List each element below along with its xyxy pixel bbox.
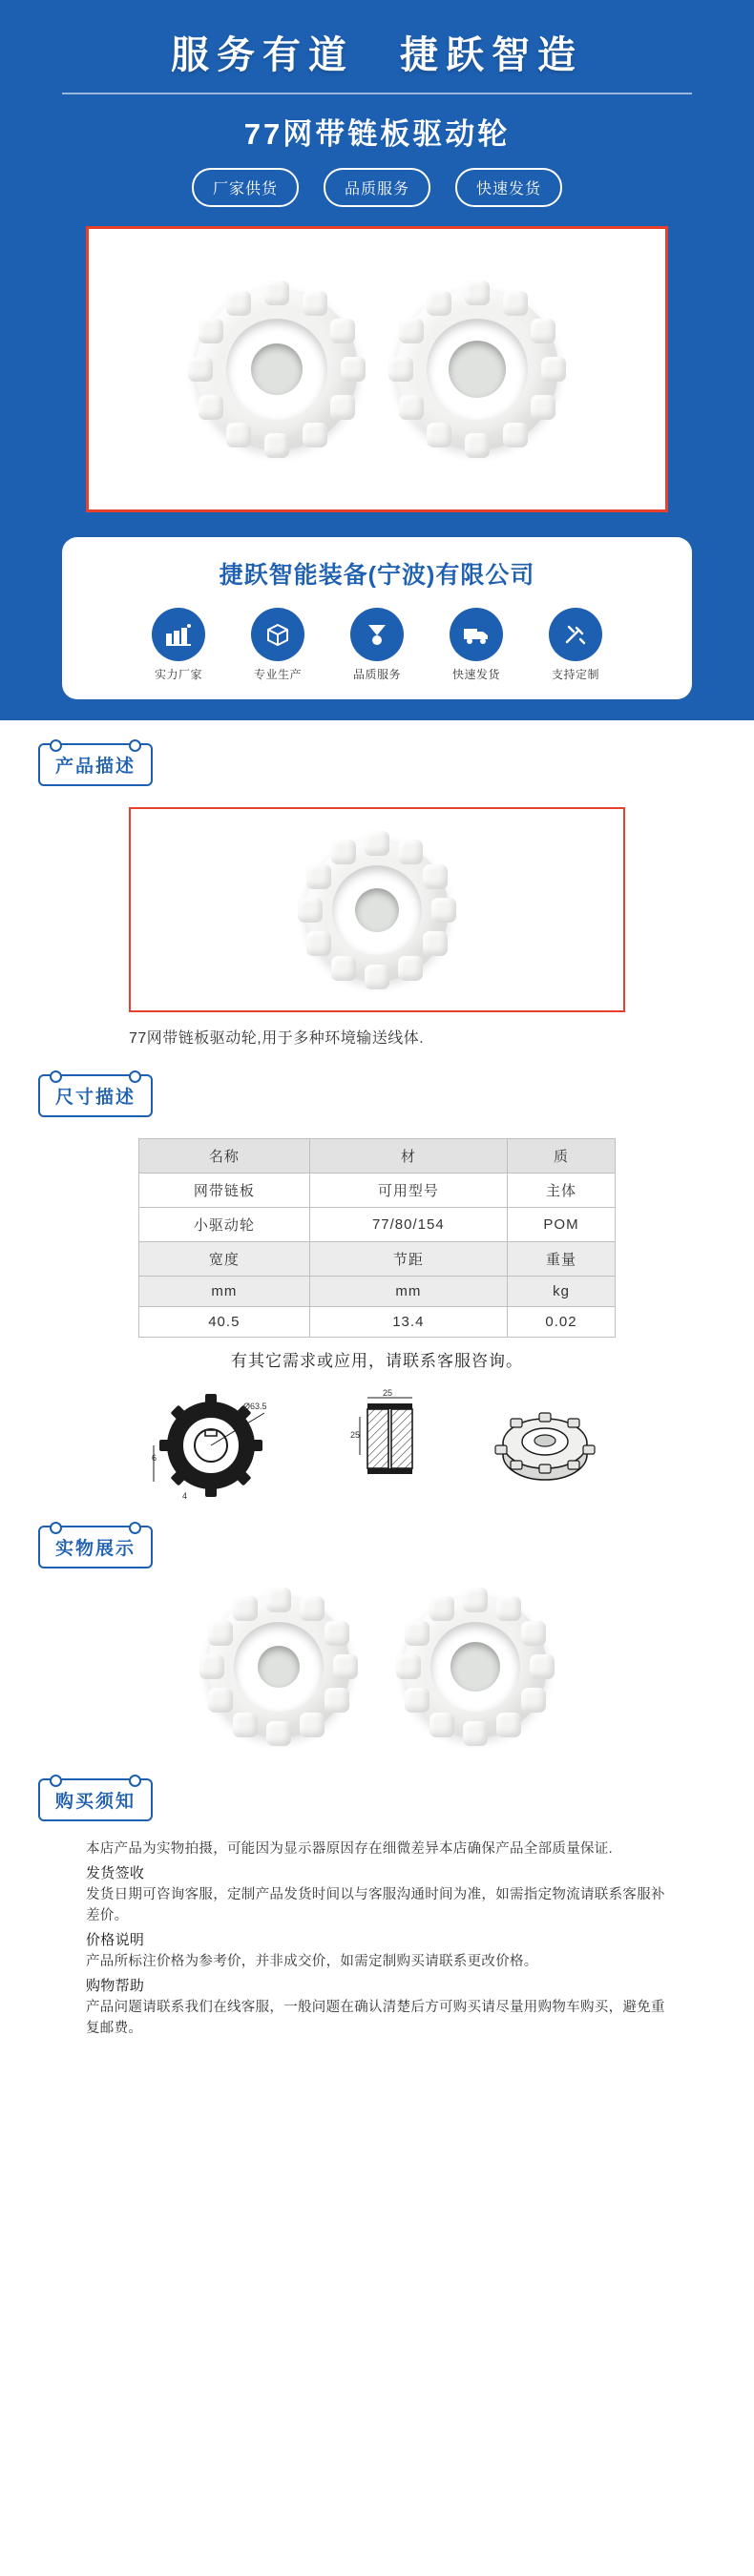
showcase-photo-row [38, 1595, 716, 1755]
truck-icon [450, 608, 503, 661]
table-row [139, 1139, 616, 1174]
company-badge-production [237, 608, 319, 682]
medal-icon [350, 608, 404, 661]
table-cell: POM [508, 1208, 616, 1242]
showcase-section [0, 1503, 754, 1755]
company-section [0, 537, 754, 720]
purchase-block-title: 发货签收 [86, 1864, 145, 1881]
table-cell: 质 [508, 1139, 616, 1174]
table-cell: 0.02 [508, 1307, 616, 1338]
table-cell: 宽度 [139, 1242, 310, 1277]
hero-sprocket-right [396, 288, 558, 450]
drawing-height-label: 25 [350, 1430, 361, 1441]
table-row [139, 1307, 616, 1338]
drawing-width-label: 25 [383, 1388, 393, 1399]
drawing-front-view [152, 1388, 295, 1503]
table-cell: 13.4 [309, 1307, 507, 1338]
company-badge-factory [137, 608, 220, 682]
company-badge-label: 专业生产 [253, 668, 302, 681]
drawing-dim-b: 4 [182, 1491, 188, 1502]
slogan-divider [62, 93, 692, 94]
table-cell: mm [309, 1277, 507, 1307]
hero-banner [0, 0, 754, 537]
feature-pill-quality: 品质服务 [324, 168, 430, 207]
company-badge-quality [336, 608, 418, 682]
feature-pill-row [0, 168, 754, 226]
purchase-block-body: 产品所标注价格为参考价，并非成交价，如需定制购买请联系更改价格。 [86, 1954, 538, 1970]
technical-drawing-row [38, 1388, 716, 1503]
company-badge-label: 支持定制 [551, 668, 599, 681]
table-row [139, 1242, 616, 1277]
table-row [139, 1174, 616, 1208]
company-name: 捷跃智能装备(宁波)有限公司 [219, 562, 535, 589]
hero-sprocket-left [196, 288, 358, 450]
table-cell: 77/80/154 [309, 1208, 507, 1242]
table-row [139, 1208, 616, 1242]
box-icon [251, 608, 304, 661]
feature-pill-shipping: 快速发货 [455, 168, 562, 207]
table-cell: 重量 [508, 1242, 616, 1277]
brand-slogan: 服务有道 捷跃智造 [171, 34, 583, 76]
description-image-frame [129, 807, 625, 1012]
table-cell: 40.5 [139, 1307, 310, 1338]
drawing-dim-a: 6 [152, 1453, 157, 1464]
purchase-intro: 本店产品为实物拍摄，可能因为显示器原因存在细微差异本店确保产品全部质量保证. [86, 1841, 613, 1858]
purchase-section [0, 1755, 754, 2040]
table-cell: 小驱动轮 [139, 1208, 310, 1242]
company-badge-label: 实力厂家 [154, 668, 202, 681]
table-cell: kg [508, 1277, 616, 1307]
tools-icon [549, 608, 602, 661]
section-header-purchase: 购买须知 [38, 1778, 153, 1821]
description-text: 77网带链板驱动轮,用于多种环境输送线体. [129, 1030, 425, 1047]
table-cell: 材 [309, 1139, 507, 1174]
drawing-iso-view [488, 1388, 602, 1503]
purchase-block-body: 产品问题请联系我们在线客服，一般问题在确认清楚后方可购买请尽量用购物车购买，避免重复邮费。 [86, 1999, 665, 2037]
section-header-description: 产品描述 [38, 743, 153, 786]
table-cell: 可用型号 [309, 1174, 507, 1208]
purchase-block-title: 购物帮助 [86, 1977, 145, 1994]
table-cell: 网带链板 [139, 1174, 310, 1208]
table-cell: mm [139, 1277, 310, 1307]
spec-note: 有其它需求或应用，请联系客服咨询。 [231, 1352, 523, 1371]
description-sprocket-image [305, 839, 449, 982]
drawing-diameter-label: Ø63.5 [243, 1402, 267, 1412]
table-cell: 名称 [139, 1139, 310, 1174]
company-card [62, 537, 692, 699]
table-row [139, 1277, 616, 1307]
hero-product-image-frame [86, 226, 668, 512]
showcase-sprocket-right [404, 1595, 547, 1738]
purchase-notes [86, 1839, 668, 2040]
section-header-showcase: 实物展示 [38, 1526, 153, 1568]
drawing-section-view [339, 1388, 444, 1503]
dimension-section [0, 1051, 754, 1503]
showcase-sprocket-left [207, 1595, 350, 1738]
factory-icon [152, 608, 205, 661]
product-description-section [0, 720, 754, 1051]
company-badge-label: 快速发货 [451, 668, 500, 681]
table-cell: 主体 [508, 1174, 616, 1208]
company-badge-fast-ship [435, 608, 517, 682]
product-main-title: 77网带链板驱动轮 [243, 117, 511, 151]
purchase-block-title: 价格说明 [86, 1931, 145, 1948]
purchase-block-body: 发货日期可咨询客服，定制产品发货时间以与客服沟通时间为准，如需指定物流请联系客服补差价。 [86, 1886, 665, 1924]
table-cell: 节距 [309, 1242, 507, 1277]
company-badge-custom [534, 608, 617, 682]
section-header-dimension: 尺寸描述 [38, 1074, 153, 1117]
specification-table [138, 1138, 616, 1338]
company-badge-row [72, 608, 682, 682]
feature-pill-supply: 厂家供货 [192, 168, 299, 207]
company-badge-label: 品质服务 [352, 668, 401, 681]
